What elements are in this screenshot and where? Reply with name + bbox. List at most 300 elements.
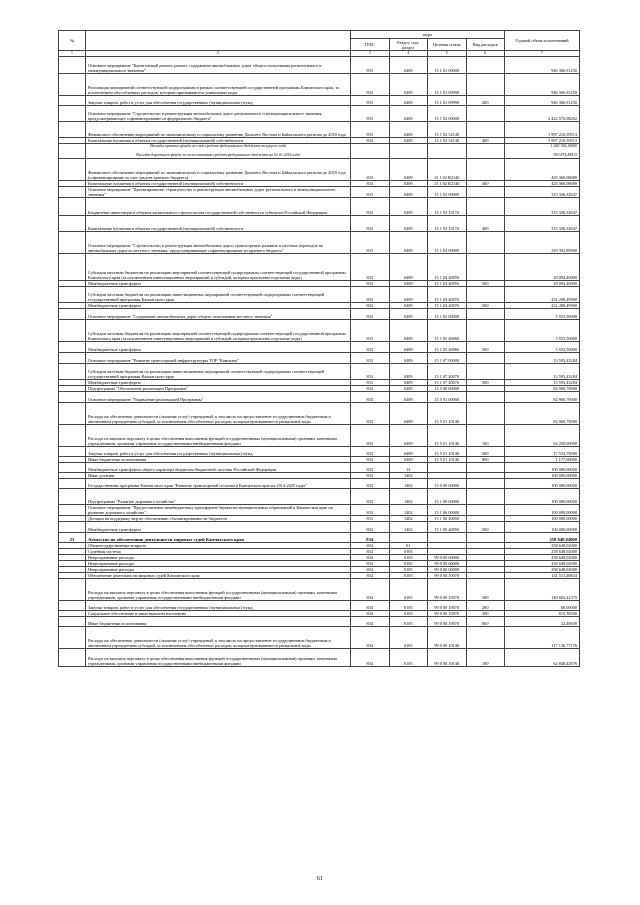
row-csr: 15 0 00 00000 xyxy=(428,478,467,488)
row-razd: 0409 xyxy=(389,385,428,391)
row-csr: 15 1 07 00000 xyxy=(428,352,467,363)
row-csr: 15 1 03 10170 xyxy=(428,197,467,215)
row-csr: 15 1 05 40060 xyxy=(428,341,467,352)
table-row xyxy=(59,253,580,280)
row-grbs: 834 xyxy=(351,566,390,572)
row-number xyxy=(59,600,86,610)
row-razd: 0105 xyxy=(389,626,428,648)
row-razd: 0409 xyxy=(389,186,428,197)
row-name: Закупка товаров, работ и услуг для обеспечения государственных (муниципальных) нужд xyxy=(86,95,351,105)
row-razd: 0409 xyxy=(389,137,428,143)
row-sum: 100 000,00000 xyxy=(505,488,580,504)
table-row xyxy=(59,215,580,231)
row-vr xyxy=(466,532,505,542)
row-number xyxy=(59,319,86,341)
row-sum: 315 336,32647 xyxy=(505,215,580,231)
row-razd: 0409 xyxy=(389,341,428,352)
row-csr xyxy=(428,532,467,542)
row-razd: 1402 xyxy=(389,521,428,532)
row-sum: 258 648,02000 xyxy=(505,532,580,542)
row-vr xyxy=(466,105,505,121)
row-razd: 0409 xyxy=(389,215,428,231)
table-row xyxy=(59,231,580,253)
row-sum: 13 593,43284 xyxy=(505,352,580,363)
row-csr: 99 0 00 10140 xyxy=(428,626,467,648)
row-grbs: 833 xyxy=(351,515,390,521)
row-name: Иные дотации xyxy=(86,472,351,478)
table-row xyxy=(59,446,580,456)
row-razd: 0105 xyxy=(389,554,428,560)
row-razd: 0105 xyxy=(389,566,428,572)
row-name: Финансовое обеспечение мероприятий по экономическому и социальному развитию Дальнего Востока и Байкальского региона до 2018 года (софинансирование за счет средств краевого бюджета) xyxy=(86,158,351,180)
row-sum: 953 874,49513 xyxy=(505,149,580,158)
row-name: Межбюджетные трансферты xyxy=(86,379,351,385)
page-number: 61 xyxy=(317,876,323,882)
row-grbs: 833 xyxy=(351,158,390,180)
row-vr xyxy=(466,352,505,363)
row-sum: 258 648,02000 xyxy=(505,560,580,566)
row-name: Государственная программа Камчатского края "Развитие транспортной системы в Камчатском крае на 2014-2025 годы" xyxy=(86,478,351,488)
row-number xyxy=(59,578,86,600)
row-sum: 815,38500 xyxy=(505,610,580,616)
row-razd: 0409 xyxy=(389,363,428,379)
row-name: Основное мероприятие "Капитальный ремонт, ремонт, содержание автомобильных дорог общего пользования регионального и межмуниципального значения" xyxy=(86,56,351,73)
budget-sheet xyxy=(58,30,580,667)
row-vr xyxy=(466,308,505,319)
table-row xyxy=(59,352,580,363)
row-sum: 140 603,41375 xyxy=(505,578,580,600)
table-row xyxy=(59,578,580,600)
row-grbs: 833 xyxy=(351,121,390,137)
row-name: Основное мероприятие "Проектирование, строительство и реконструкция автомобильных дорог регионального и межмуниципального значения" xyxy=(86,186,351,197)
row-razd: 0409 xyxy=(389,158,428,180)
row-razd: 1402 xyxy=(389,504,428,515)
row-name: Непрограммные расходы xyxy=(86,566,351,572)
row-number xyxy=(59,341,86,352)
row-vr xyxy=(466,121,505,137)
row-grbs: 833 xyxy=(351,180,390,186)
row-vr: 500 xyxy=(466,341,505,352)
row-csr: 99 0 00 10070 xyxy=(428,610,467,616)
row-razd: 0409 xyxy=(389,180,428,186)
row-grbs: 834 xyxy=(351,532,390,542)
row-number xyxy=(59,424,86,446)
row-csr: 15 1 02 R2140 xyxy=(428,180,467,186)
row-number xyxy=(59,446,86,456)
row-number xyxy=(59,73,86,95)
row-csr: 15 1 05 40060 xyxy=(428,319,467,341)
row-razd: 0409 xyxy=(389,391,428,402)
row-csr: 99 0 00 00000 xyxy=(428,554,467,560)
row-razd: 0409 xyxy=(389,286,428,302)
row-vr: 800 xyxy=(466,456,505,462)
row-razd: 0409 xyxy=(389,302,428,308)
column-index: 1 xyxy=(59,51,86,57)
header-razd: Раздел, под-раздел xyxy=(389,39,428,51)
row-vr xyxy=(466,319,505,341)
row-grbs: 834 xyxy=(351,548,390,554)
row-grbs: 833 xyxy=(351,280,390,286)
row-name: Непрограммные расходы xyxy=(86,560,351,566)
row-number xyxy=(59,149,86,158)
row-vr xyxy=(466,286,505,302)
row-csr: 15 1 02 00000 xyxy=(428,105,467,121)
row-grbs: 833 xyxy=(351,478,390,488)
row-grbs: 834 xyxy=(351,572,390,578)
row-razd: 0409 xyxy=(389,121,428,137)
row-number xyxy=(59,215,86,231)
row-name: Капитальные вложения в объекты государственной (муниципальной) собственности xyxy=(86,180,351,186)
row-sum: 100 000,00000 xyxy=(505,462,580,472)
row-number xyxy=(59,363,86,379)
row-number xyxy=(59,391,86,402)
table-row xyxy=(59,121,580,137)
row-name: Субсидии местным бюджетам на реализацию мероприятий соответствующей подпрограммы соответствующей государственной программы Камчатского края (за исключением инвестиционных мероприятий и субсидий, которым присвоены отдельные коды) xyxy=(86,319,351,341)
row-sum: 17 533,79000 xyxy=(505,446,580,456)
row-csr: 15 1 04 40076 xyxy=(428,286,467,302)
row-vr xyxy=(466,186,505,197)
row-sum: 946 366,91250 xyxy=(505,73,580,95)
row-razd: 0409 xyxy=(389,253,428,280)
row-sum: 100 000,00000 xyxy=(505,478,580,488)
row-sum: 946 366,91250 xyxy=(505,56,580,73)
row-vr: 200 xyxy=(466,446,505,456)
row-razd: 0409 xyxy=(389,319,428,341)
row-razd: 0409 xyxy=(389,456,428,462)
row-number xyxy=(59,105,86,121)
row-sum: 315 336,32647 xyxy=(505,186,580,197)
row-name: Обеспечение деятельности мировых судей Камчатского края xyxy=(86,572,351,578)
row-csr: 15 5 01 10140 xyxy=(428,424,467,446)
row-grbs: 833 xyxy=(351,95,390,105)
row-name: Основное мероприятие "Предоставление межбюджетных трансфертов бюджетам муниципальных образований в Камчатском крае на развитие дорожного хозяйства" xyxy=(86,504,351,515)
row-vr: 400 xyxy=(466,215,505,231)
row-razd: 0409 xyxy=(389,446,428,456)
column-index: 3 xyxy=(351,51,390,57)
row-sum: 5 553,50000 xyxy=(505,341,580,352)
table-row xyxy=(59,158,580,180)
row-name: Иные бюджетные ассигнования xyxy=(86,456,351,462)
table-row xyxy=(59,197,580,215)
row-sum: 64 250,00000 xyxy=(505,424,580,446)
row-vr xyxy=(466,149,505,158)
row-csr: 99 0 00 10070 xyxy=(428,572,467,578)
row-razd: 0409 xyxy=(389,352,428,363)
row-number: 23 xyxy=(59,532,86,542)
row-sum: 425 360,08689 xyxy=(505,180,580,186)
row-razd: 0409 xyxy=(389,73,428,95)
row-name: Межбюджетные трансферты xyxy=(86,521,351,532)
row-grbs: 833 xyxy=(351,391,390,402)
table-row xyxy=(59,341,580,352)
row-name: Непрограммные расходы xyxy=(86,554,351,560)
row-vr: 500 xyxy=(466,521,505,532)
row-number xyxy=(59,186,86,197)
row-sum: 1 043 336,10000 xyxy=(505,143,580,149)
row-name: Агентство по обеспечению деятельности мировых судей Камчатского края xyxy=(86,532,351,542)
row-grbs: 833 xyxy=(351,424,390,446)
row-csr: 99 0 00 10070 xyxy=(428,616,467,626)
row-vr: 200 xyxy=(466,600,505,610)
row-name: Закупка товаров, работ и услуг для обеспечения государственных (муниципальных) нужд xyxy=(86,446,351,456)
table-row xyxy=(59,105,580,121)
row-grbs: 834 xyxy=(351,554,390,560)
row-grbs: 833 xyxy=(351,137,390,143)
table-row xyxy=(59,424,580,446)
row-razd: 0105 xyxy=(389,600,428,610)
table-body xyxy=(59,56,580,666)
row-csr: 15 1 03 10170 xyxy=(428,215,467,231)
row-vr: 400 xyxy=(466,180,505,186)
row-csr: 15 1 04 40050 xyxy=(428,253,467,280)
row-grbs: 833 xyxy=(351,231,390,253)
row-vr: 400 xyxy=(466,137,505,143)
table-row xyxy=(59,363,580,379)
table-row xyxy=(59,532,580,542)
row-vr: 100 xyxy=(466,578,505,600)
row-number xyxy=(59,121,86,137)
row-csr: 15 1 02 52140 xyxy=(428,137,467,143)
row-name: Расходы на выплаты персоналу в целях обеспечения выполнения функций государственными (муниципальными) органами, казенными учреждениями, органами управления государственными внебюджетными фондами xyxy=(86,424,351,446)
row-csr: 15 1 02 R2140 xyxy=(428,158,467,180)
row-vr xyxy=(466,488,505,504)
row-name: Межбюджетные трансферты xyxy=(86,302,351,308)
row-sum: 62 848,42976 xyxy=(505,648,580,666)
row-razd: 1402 xyxy=(389,488,428,504)
row-razd: 0409 xyxy=(389,424,428,446)
row-csr: 15 1 07 40070 xyxy=(428,379,467,385)
row-name: Основное мероприятие "Строительство и реконструкция автомобильных дорог регионального и межмуниципального значения, предусматривающее софинансирование из федерального бюджета" xyxy=(86,105,351,121)
row-name: Основное мероприятие "Управление реализацией Программы" xyxy=(86,391,351,402)
row-number xyxy=(59,308,86,319)
table-row xyxy=(59,308,580,319)
row-sum: 82 960,79000 xyxy=(505,391,580,402)
row-razd: 1402 xyxy=(389,478,428,488)
column-index: 4 xyxy=(389,51,428,57)
header-vr: Вид расходов xyxy=(466,39,505,51)
row-grbs: 833 xyxy=(351,363,390,379)
row-grbs: 833 xyxy=(351,308,390,319)
row-sum: 231 298,49900 xyxy=(505,302,580,308)
row-grbs: 833 xyxy=(351,186,390,197)
row-csr xyxy=(428,149,467,158)
row-csr: 15 1 06 00000 xyxy=(428,504,467,515)
row-razd: 0409 xyxy=(389,105,428,121)
row-sum: 100 000,00000 xyxy=(505,521,580,532)
row-name: Капитальные вложения в объекты государственной (муниципальной) собственности xyxy=(86,137,351,143)
row-sum: 60,00000 xyxy=(505,600,580,610)
header-name xyxy=(86,31,351,51)
row-vr xyxy=(466,391,505,402)
row-grbs: 834 xyxy=(351,626,390,648)
row-razd: 1402 xyxy=(389,515,428,521)
row-csr: 15 1 06 40050 xyxy=(428,515,467,521)
row-number xyxy=(59,158,86,180)
row-grbs: 833 xyxy=(351,456,390,462)
table-row xyxy=(59,95,580,105)
row-name: Основное мероприятие "Развитие транспортной инфраструктуры ТОР "Камчатка" xyxy=(86,352,351,363)
row-name: Расходы на выплаты персоналу в целях обеспечения выполнения функций государственными (муниципальными) органами, казенными учреждениями, органами управления государственными внебюджетными фондами xyxy=(86,648,351,666)
row-csr: 15 5 01 00000 xyxy=(428,391,467,402)
row-csr: 15 5 01 10140 xyxy=(428,446,467,456)
header-csr: Целевая статья xyxy=(428,39,467,51)
row-number xyxy=(59,286,86,302)
row-razd: 0105 xyxy=(389,648,428,666)
row-vr xyxy=(466,253,505,280)
row-number xyxy=(59,478,86,488)
header-sum: Годовой объем ассигнований xyxy=(505,31,580,51)
row-grbs xyxy=(351,149,390,158)
row-razd: 0409 xyxy=(389,280,428,286)
row-vr: 300 xyxy=(466,610,505,616)
row-csr: 15 1 07 40070 xyxy=(428,363,467,379)
row-vr xyxy=(466,462,505,472)
row-name: Расходы на выплаты персоналу в целях обеспечения выполнения функций государственными (муниципальными) органами, казенными учреждениями, органами управления государственными внебюджетными фондами xyxy=(86,578,351,600)
row-sum: 13 593,43284 xyxy=(505,379,580,385)
header-grbs: ГРБС xyxy=(351,39,390,51)
row-vr xyxy=(466,158,505,180)
row-csr: 99 0 00 10070 xyxy=(428,600,467,610)
row-sum: 5 553,50000 xyxy=(505,308,580,319)
table-row xyxy=(59,488,580,504)
row-grbs: 833 xyxy=(351,385,390,391)
row-vr: 500 xyxy=(466,280,505,286)
row-razd: 0409 xyxy=(389,308,428,319)
row-razd: 0409 xyxy=(389,197,428,215)
row-grbs: 833 xyxy=(351,446,390,456)
row-csr: 15 5 01 10140 xyxy=(428,402,467,424)
row-sum: 28 094,40000 xyxy=(505,253,580,280)
row-sum: 5 553,50000 xyxy=(505,319,580,341)
row-number xyxy=(59,462,86,472)
column-index: 2 xyxy=(86,51,351,57)
row-number xyxy=(59,626,86,648)
row-name: Дотации на поддержку мер по обеспечению сбалансированности бюджетов xyxy=(86,515,351,521)
row-vr xyxy=(466,504,505,515)
row-grbs: 834 xyxy=(351,600,390,610)
row-sum: 259 392,89900 xyxy=(505,231,580,253)
row-sum: 28 094,40000 xyxy=(505,280,580,286)
table-row xyxy=(59,616,580,626)
row-name: Подпрограмма "Обеспечение реализации Программы" xyxy=(86,385,351,391)
row-vr xyxy=(466,73,505,95)
table-row xyxy=(59,648,580,666)
row-grbs: 833 xyxy=(351,402,390,424)
row-csr: 15 1 04 40050 xyxy=(428,280,467,286)
row-name: Расходы краевого фонда за счет средств федерального бюджета текущего года xyxy=(86,143,351,149)
table-row xyxy=(59,521,580,532)
row-vr: 100 xyxy=(466,648,505,666)
header-codes: коды xyxy=(351,31,505,39)
row-razd: 1402 xyxy=(389,472,428,478)
row-name: Расходы дорожного фонда за счет остатков средств федерального бюджета на 01.01.2016 года xyxy=(86,149,351,158)
table-row xyxy=(59,600,580,610)
row-sum: 13 593,43284 xyxy=(505,363,580,379)
row-name: Иные бюджетные ассигнования xyxy=(86,616,351,626)
row-name: Межбюджетные трансферты xyxy=(86,280,351,286)
row-grbs: 834 xyxy=(351,542,390,548)
row-grbs: 833 xyxy=(351,352,390,363)
row-grbs: 833 xyxy=(351,286,390,302)
row-razd: 0105 xyxy=(389,616,428,626)
row-razd: 0409 xyxy=(389,56,428,73)
table-row xyxy=(59,73,580,95)
table-row xyxy=(59,56,580,73)
row-sum: 258 648,02000 xyxy=(505,554,580,560)
row-name: Расходы на обеспечение деятельности (оказание услуг) учреждений, в том числе на предоставление государственным бюджетным и автономным учреждениям субсидий, за исключением обособленных расходов, которым присваиваются уникальные коды xyxy=(86,402,351,424)
row-sum: 1 997 210,59513 xyxy=(505,121,580,137)
row-name: Субсидии местным бюджетам на реализацию инвестиционных мероприятий соответствующей подпрограммы соответствующей государственной программы Камчатского края xyxy=(86,363,351,379)
row-sum: 82 960,79000 xyxy=(505,385,580,391)
row-csr: 15 1 01 00000 xyxy=(428,56,467,73)
row-number xyxy=(59,521,86,532)
row-number xyxy=(59,231,86,253)
row-name: Общегосударственные вопросы xyxy=(86,542,351,548)
row-razd: 01 xyxy=(389,542,428,548)
row-vr xyxy=(466,402,505,424)
header-number: № xyxy=(59,31,86,51)
column-index: 5 xyxy=(428,51,467,57)
row-name: Расходы на обеспечение деятельности (оказание услуг) учреждений, в том числе на предоставление государственным бюджетным и автономным учреждениям субсидий, за исключением обособленных расходов, которым присваиваются уникальные коды xyxy=(86,626,351,648)
row-sum: 2 422 570,68202 xyxy=(505,105,580,121)
row-name: Социальное обеспечение и иные выплаты населению xyxy=(86,610,351,616)
row-vr xyxy=(466,626,505,648)
row-razd: 0105 xyxy=(389,560,428,566)
row-name: Финансовое обеспечение мероприятий по экономическому и социальному развитию Дальнего Востока и Байкальского региона до 2018 года xyxy=(86,121,351,137)
row-name: Субсидии местным бюджетам на реализацию инвестиционных мероприятий соответствующей подпрограммы соответствующей государственной программы Камчатского края xyxy=(86,286,351,302)
row-vr: 500 xyxy=(466,302,505,308)
row-vr xyxy=(466,56,505,73)
row-number xyxy=(59,352,86,363)
row-grbs: 833 xyxy=(351,462,390,472)
table-row xyxy=(59,504,580,515)
column-index: 7 xyxy=(505,51,580,57)
row-razd: 0409 xyxy=(389,95,428,105)
row-name: Основное мероприятие "Содержание автомобильных дорог общего пользования местного значения" xyxy=(86,308,351,319)
table-row xyxy=(59,478,580,488)
row-number xyxy=(59,488,86,504)
row-csr: 15 1 01 09990 xyxy=(428,73,467,95)
row-razd: 0105 xyxy=(389,610,428,616)
row-sum: 32,48949 xyxy=(505,616,580,626)
row-name: Закупка товаров, работ и услуг для обеспечения государственных (муниципальных) нужд xyxy=(86,600,351,610)
row-vr xyxy=(466,231,505,253)
table-row xyxy=(59,626,580,648)
row-number xyxy=(59,616,86,626)
row-number xyxy=(59,95,86,105)
row-grbs: 833 xyxy=(351,215,390,231)
row-grbs: 834 xyxy=(351,616,390,626)
table-row xyxy=(59,186,580,197)
row-grbs: 834 xyxy=(351,648,390,666)
row-razd: 14 xyxy=(389,462,428,472)
row-name: Субсидии местным бюджетам на реализацию мероприятий соответствующей подпрограммы соответствующей государственной программы Камчатского края (за исключением инвестиционных мероприятий и субсидий, которым присвоены отдельные коды) xyxy=(86,253,351,280)
row-grbs: 833 xyxy=(351,521,390,532)
row-grbs: 833 xyxy=(351,488,390,504)
row-grbs: 833 xyxy=(351,341,390,352)
table-row xyxy=(59,391,580,402)
row-sum: 315 336,32647 xyxy=(505,197,580,215)
row-grbs: 833 xyxy=(351,56,390,73)
row-sum: 258 648,02000 xyxy=(505,548,580,554)
row-vr: 100 xyxy=(466,424,505,446)
row-vr xyxy=(466,197,505,215)
row-vr xyxy=(466,478,505,488)
row-name: Межбюджетные трансферты общего характера бюджетам бюджетной системы Российской Федерации xyxy=(86,462,351,472)
row-razd xyxy=(389,149,428,158)
row-sum: 117 136,77176 xyxy=(505,626,580,648)
row-razd: 0105 xyxy=(389,572,428,578)
